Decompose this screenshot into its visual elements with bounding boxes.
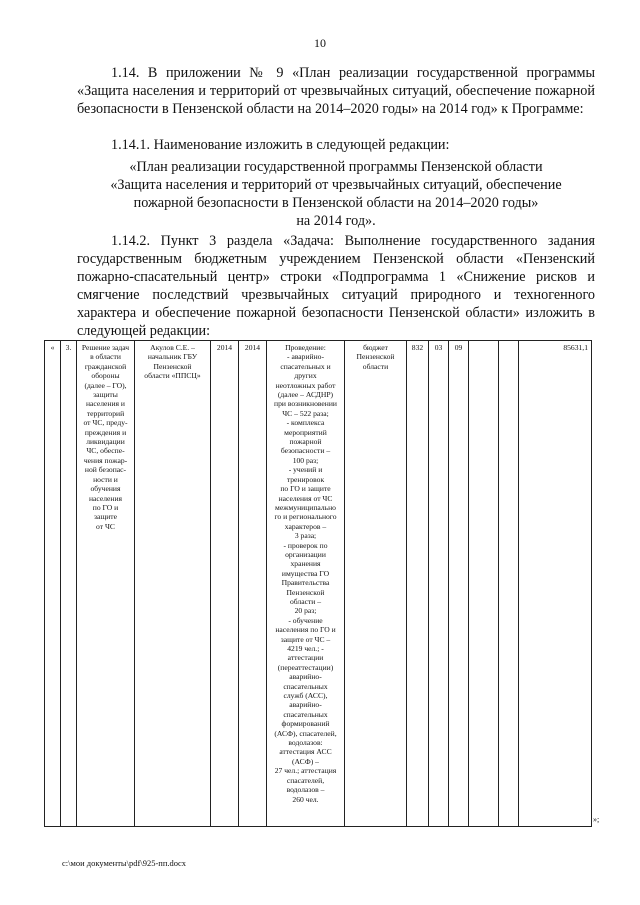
closing-quote-mark: »;: [593, 815, 600, 824]
quoted-title-line-4: на 2014 год».: [296, 213, 376, 229]
paragraph-1-14: 1.14. В приложении № 9 «План реализации государственной программы «Защита населения и территорий от чрезвычайных ситуаций, обеспечение пожарной безопасности в Пензенской области на 2014–2020 годы» на 2014 год» к Программе:: [77, 65, 595, 117]
footer-file-path: c:\мои документы\pdf\925-пп.docx: [62, 858, 187, 868]
end-year-cell: 2014: [239, 341, 267, 827]
quoted-title-line-2: «Защита населения и территорий от чрезвычайных ситуаций, обеспечение: [110, 177, 562, 193]
task-cell: Решение задач в области гражданской обороны (далее – ГО), защиты населения и территорий от ЧС, преду- преждения и ликвидации ЧС, обеспе- чения пожар- ной безопас- ности и обучения населения по ГО и защите от ЧС: [77, 341, 135, 827]
table-row: [45, 341, 592, 827]
paragraph-1-14-1: 1.14.1. Наименование изложить в следующей редакции:: [111, 137, 450, 153]
source-cell: бюджет Пензенской области: [345, 341, 407, 827]
amount-cell: 85631,1: [519, 341, 592, 827]
page-number: 10: [314, 36, 326, 50]
open-quote-cell: «: [45, 341, 61, 827]
result-cell: Проведение: - аварийно- спасательных и других неотложных работ (далее – АСДНР) при возникновении ЧС – 522 раза; - комплекса мероприятий пожарной безопасности – 100 раз; - учений и тренировок по ГО и защите населения от ЧС межмуниципально го и регионального характеров – 3 раза; - проверок по организации хранения имущества ГО Правительства Пензенской области – 20 раз; - обучение населения по ГО и защите от ЧС – 4219 чел.; - аттестации (переаттестации) аварийно- спасательных служб (АСС), аварийно- спасательных формирований (АСФ), спасателей, водолазов: аттестация АСС (АСФ) – 27 чел.; аттестация спасателей, водолазов – 260 чел.: [267, 341, 345, 827]
target-item-cell: [469, 341, 499, 827]
start-year-cell: 2014: [211, 341, 239, 827]
plan-table: [44, 340, 592, 827]
paragraph-1-14-2: 1.14.2. Пункт 3 раздела «Задача: Выполнение государственного задания государственным бюджетным учреждением Пензенской области «Пензенский пожарно-спасательный центр» строки «Подпрограмма 1 «Снижение рисков и смягчение последствий чрезвычайных ситуаций природного и техногенного характера и обеспечение пожарной безопасности Пензенской области» изложить в следующей редакции:: [77, 233, 595, 339]
number-cell: 3.: [61, 341, 77, 827]
executor-cell: Акулов С.Е. – начальник ГБУ Пензенской области «ППСЦ»: [135, 341, 211, 827]
quoted-title: [77, 158, 595, 230]
expense-type-cell: [499, 341, 519, 827]
section-cell: 03: [429, 341, 449, 827]
subsection-cell: 09: [449, 341, 469, 827]
grbs-cell: 832: [407, 341, 429, 827]
quoted-title-line-1: «План реализации государственной программы Пензенской области: [129, 159, 543, 175]
quoted-title-line-3: пожарной безопасности в Пензенской области на 2014–2020 годы»: [133, 195, 539, 211]
